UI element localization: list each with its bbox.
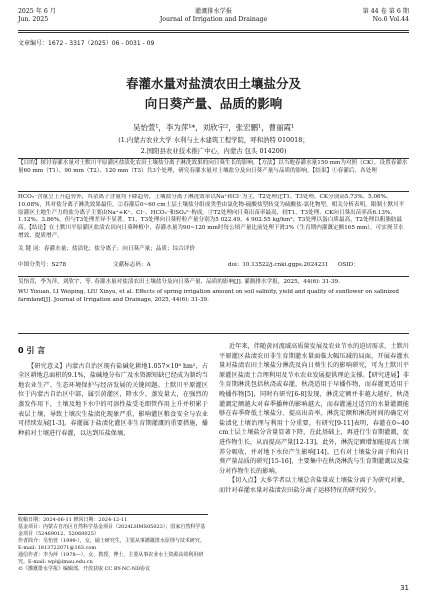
abstract-text-2: HCO₃⁻含量呈上升趋势外，其余离子含量均下降趋势，土壤盐分离子淋洗效率以Na⁺和Cl⁻为主，T2处理比T1、T3处理、CK分别高5.73%、5.06%、10.08%，其对盐分离子淋洗效果最佳。②春灌后0~60 cm土层土壤盐分组成类型由氯化物-硫酸盐型转变为硫酸盐-氯化物型，相关分析表明，限制土默川平原灌区土地生产力的盐分离子主要由Na⁺+K⁺、Cl⁻、HCO₃⁻和SO₄²⁻构成。③T2处理向日葵出苗率最高，较T1、T3处理、CK向日葵出苗率高6.13%、1.12%、3.86%，但与T3处理差异不显著。T1、T3处理向日葵籽粒产量分别为5 022.49、4 902.55 kg/hm²；T3处理以蛋白质最高，T2处理以粗脂肪最高。【结论】在土默川平原灌区盐渍农田向日葵种植中，春灌水量为90~120 mm时每公顷产量比前处理下滑3%（生育期内灌溉定额165 mm），可实现节水增效、提质增产。 <box>18 194 405 239</box>
footnote-license: ©《灌溉排水学报》编辑部，开放获取 CC BY-NC-ND协议 <box>18 566 151 572</box>
article-number: 文章编号：1672 - 3317（2025）06 - 0031 - 09 <box>18 40 155 47</box>
header-date-cn: 2025 年 6 月 <box>18 8 56 15</box>
title-line-1: 春灌水量对盐渍农田土壤盐分及 <box>125 76 301 91</box>
author-list: 吴怡萱¹，李为萍¹*，刘欣宇²，张宏鹏¹，曹丽霞¹ <box>132 123 295 132</box>
paper-title <box>18 74 409 114</box>
abstract-block <box>18 158 409 192</box>
header-rule <box>18 30 409 33</box>
footnote-author: 作者简介：吴怡萱（1999-），女，硕士研究生，主要从事灌溉排水原理与技术研究。E-mail: 1813722071@163.com <box>18 538 205 551</box>
affiliation-1: (1.内蒙古农业大学 水利与土木建筑工程学院，呼和浩特 010018； <box>118 136 309 144</box>
body-paragraph: 近年来，伴随黄河流域高质量发展及农业节水的迫切需求，土默川平原灌区盐渍农田非生育期灌水量面临大幅压减的局面，开展春灌水量对盐渍农田土壤盐分淋洗及向日葵生长的影响研究，可为土默川平原灌区盐渍土合理利用及节水农业发展提供理论支撑。【研究进展】非生育期淋洗包括秋浇或春灌，秋浇适用于早播作物，而春灌更适用于晚播作物[5]，同时有研究[6-8]发现，淋洗定额并非越大越好，秋浇灌溉定额越大对春季播种的影响越大，而春灌通过适宜的水量灌溉能够在春季降低土壤盐分、提高出苗率。淋洗定额和淋洗时间的确定对盐渍化土壤治理与利用十分重要，有研究[9-11]表明，春灌在0~40 cm土层土壤盐分含量显著下降，在此基础上，再进行生育期灌溉，促进作物生长，从而提高产量[12-13]。此外，淋洗定额增加能提高土壤养分吸收，并对地下水位产生影响[14]。已有对土壤盐分离子和向日葵产量品质的研究[15-16]，主要集中在秋浇淋洗与生育期灌溉以及盐分对作物生长的影响。 <box>219 343 409 475</box>
classification-line <box>18 262 409 270</box>
header-volume-cn: 第 44 卷 第 6 期 <box>362 8 409 15</box>
header-journal-en: Journal of Irrigation and Drainage <box>159 16 268 23</box>
keywords: 关 键 词：春灌水量；盐渍化；盐分离子；向日葵产量；品质；综合评价 <box>18 246 195 252</box>
body-paragraph: 【切入点】大多学者以土壤总含盐量或土壤盐分离子为研究对象，而针对春灌水量对盐渍农田盐分离子运移特征的研究较少。 <box>219 477 409 494</box>
clc-number: 中图分类号：S278 <box>18 262 67 268</box>
header-journal <box>18 8 409 24</box>
citation-cn: 吴怡萱，李为萍，刘欣宇，等. 春灌水量对盐渍农田土壤盐分及向日葵产量、品质的影响[J]. 灌溉排水学报，2025，44(6): 31-39. <box>18 279 340 285</box>
header-volume-en: No.6 Vol.44 <box>372 16 409 23</box>
footnote-dates: 收稿日期：2024-06-11 修回日期：2024-12-11 <box>18 517 128 523</box>
header-volume <box>363 8 409 24</box>
affiliations <box>18 135 409 157</box>
footnote-funding: 基金项目：内蒙古自治区自然科学基金项目（2024LHMS05023）；国家自然科学基金项目（52469012、52069025） <box>18 524 206 537</box>
right-column <box>219 342 409 496</box>
document-code: 文献标志码：A <box>113 262 151 268</box>
page-number: 31 <box>400 584 409 592</box>
body-paragraph: 【研究意义】内蒙古自治区现有盐碱化耕地1.057×10⁶ hm²，占全区耕地总面积的9.1%，盐碱地分布广及水资源短缺已经成为制约当地农业生产、生态环境保护与经济发展的关键问题。土默川平原灌区位于内蒙古自治区中部，属引黄灌区，降水少、蒸发量大，在强烈的蒸发作用下，土壤及地下水中的可溶性盐受毛细管作用上升并积累于表层土壤，导致土壤次生盐渍化现象严重，影响灌区粮食安全与农业可持续发展[1-3]。春灌属于盐渍化灌区非生育期灌溉的重要措施，播种前对土壤进行春灌，以达到压盐保墒， <box>18 362 208 437</box>
left-column <box>18 342 208 438</box>
running-header <box>18 8 409 32</box>
doi[interactable]: doi：10.13522/j.cnki.ggps.2024231 <box>228 262 329 268</box>
affiliation-2: 2.国阳县农业技术推广中心，内蒙古 包头 014200) <box>140 147 287 155</box>
footnote-corresponding: 通信作者：李为萍（1978—），女，教授，博士，主要从事农业水土资源高效利用研究。E-mail: wpl@imau.edu.cn <box>18 552 204 565</box>
header-date-en: Jun. 2025 <box>18 16 49 23</box>
section-heading: 0 引 言 <box>18 346 46 355</box>
citation-en: WU Yixuan, LI Weiping, LIU Xinyu, et al. Effects of spring irrigation amount on soil salinity, yield and quality of sunflower on salinized farmland[J]. Journal of Irrigation and Drainage, 2025, 44(6): 31-39. <box>18 288 399 303</box>
oa-label: OSID： <box>338 262 359 268</box>
citation-block <box>18 276 409 334</box>
header-journal-cn: 灌溉排水学报 <box>194 8 233 15</box>
title-line-2: 向日葵产量、品质的影响 <box>144 96 283 111</box>
abstract-text-1: 【目的】探讨春灌水量对土默川平原灌区盐渍化农田土壤盐分离子淋洗效果的向日葵生长的影响。【方法】以当地春灌水量150 mm为对照（CK），设置春灌水量60 mm（T1）、90 mm（T2）、120 mm（T3）共3个处理，研究春灌水量对土壤盐分及向日葵产量与品质的影响。【结果】①春灌后，各处理 <box>18 160 408 174</box>
footnotes <box>18 514 208 573</box>
